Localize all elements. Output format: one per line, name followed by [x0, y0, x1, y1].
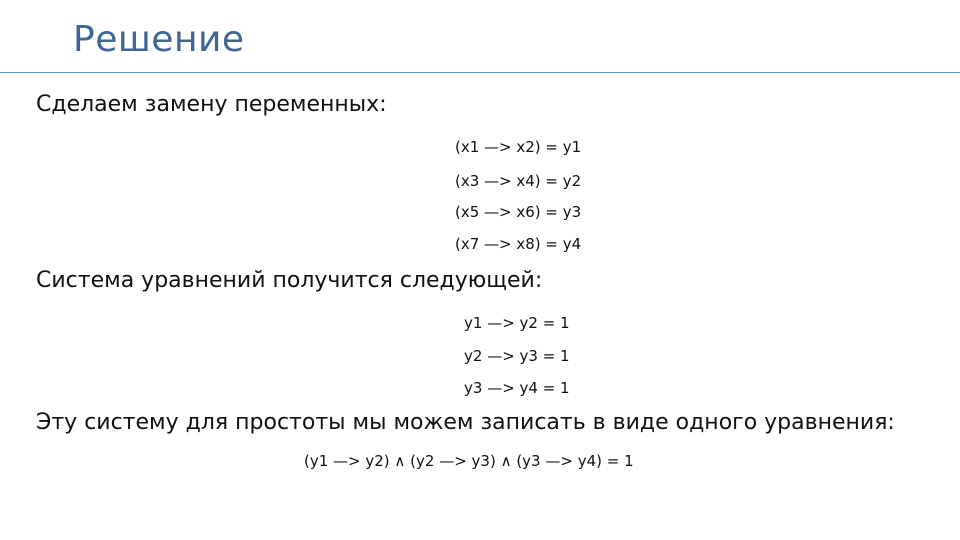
section-2-heading: Система уравнений получится следующей:: [36, 268, 543, 293]
combined-equation: (y1 —> y2) ∧ (y2 —> y3) ∧ (y3 —> y4) = 1: [304, 452, 634, 470]
slide-title: Решение: [73, 19, 245, 60]
equation-line: y3 —> y4 = 1: [464, 379, 570, 397]
equation-line: (x5 —> x6) = y3: [455, 203, 582, 221]
equation-line: y1 —> y2 = 1: [464, 314, 570, 332]
title-divider: [0, 72, 960, 73]
equation-line: y2 —> y3 = 1: [464, 347, 570, 365]
section-3-heading: Эту систему для простоты мы можем записать в виде одного уравнения:: [36, 410, 895, 435]
equation-line: (x7 —> x8) = y4: [455, 235, 582, 253]
section-1-heading: Сделаем замену переменных:: [36, 92, 387, 117]
equation-line: (x1 —> x2) = y1: [455, 138, 582, 156]
equation-line: (x3 —> x4) = y2: [455, 172, 582, 190]
